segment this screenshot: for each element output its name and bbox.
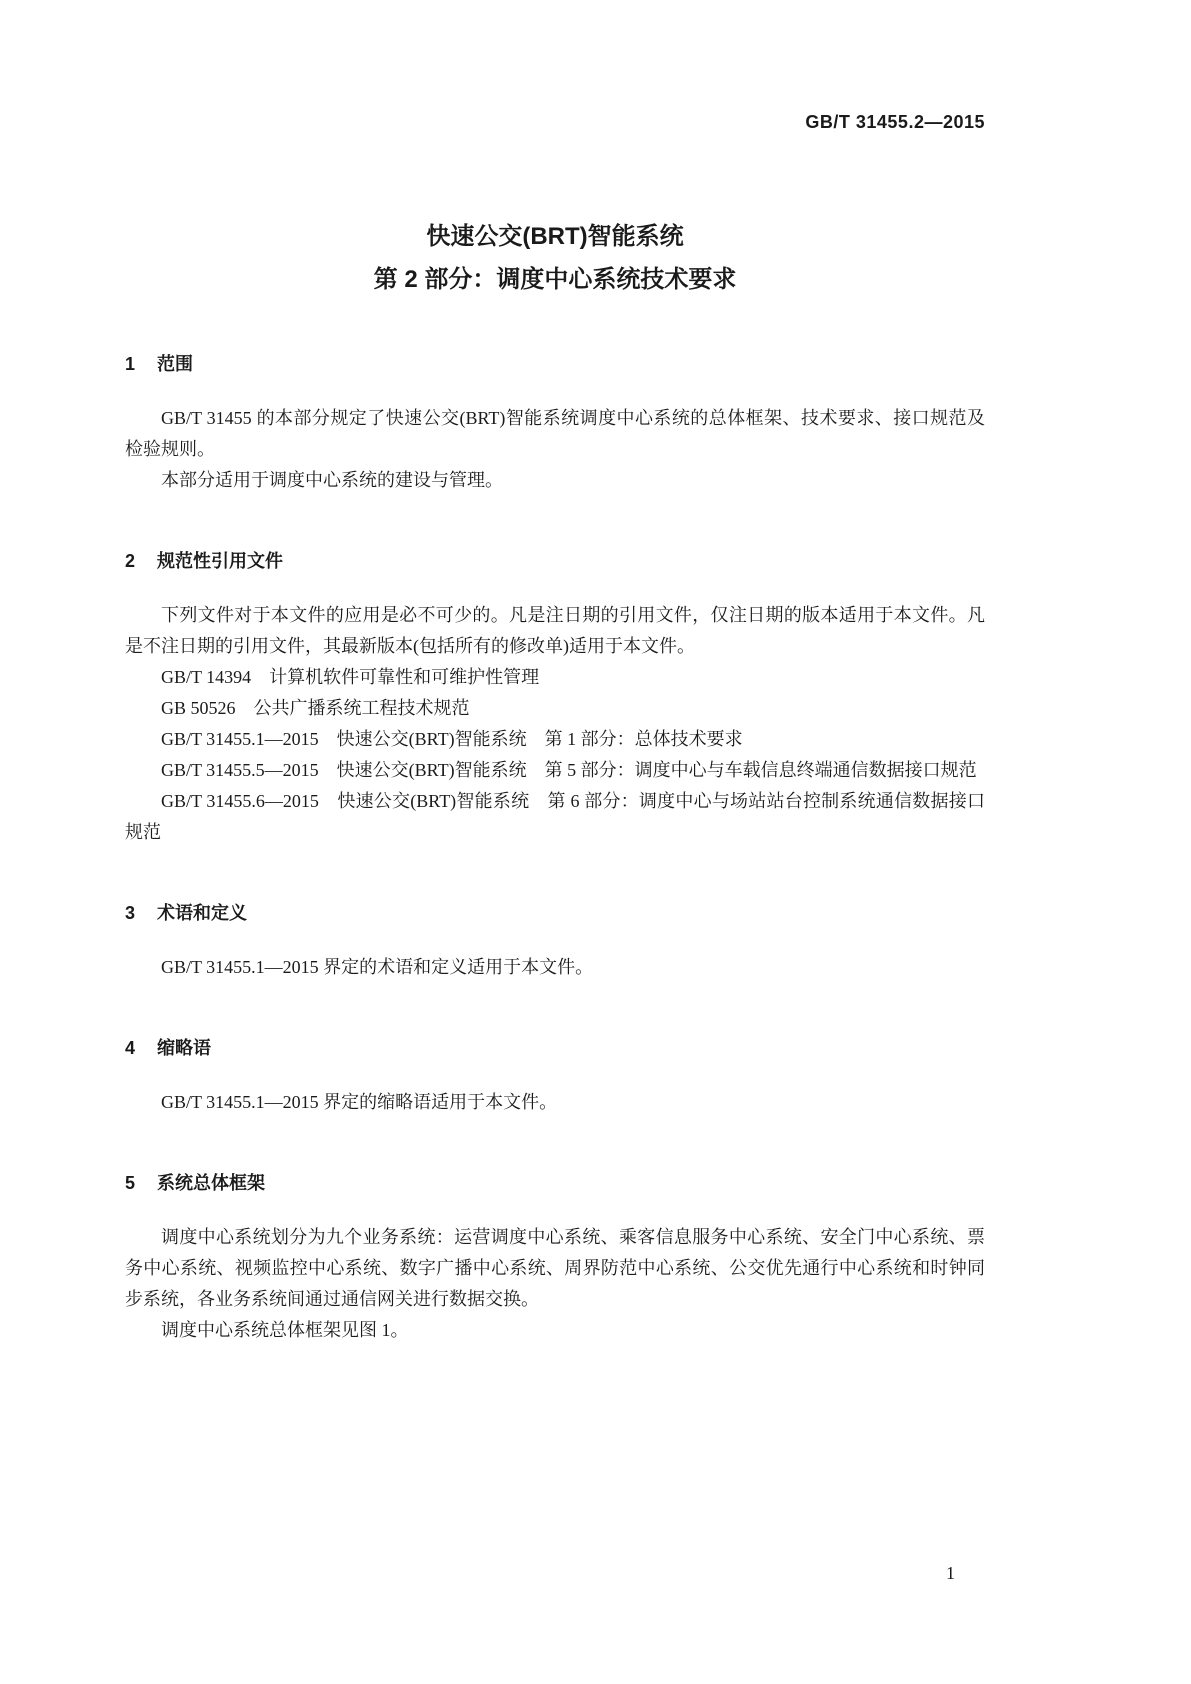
section-number: 5 [125,1173,136,1193]
section-title: 缩略语 [157,1038,212,1058]
paragraph: GB/T 31455.1—2015 界定的缩略语适用于本文件。 [161,1092,558,1112]
section-system-framework [125,1172,985,1346]
section-number: 2 [125,551,136,571]
section-number: 4 [125,1038,136,1058]
document-title-line2: 第 2 部分：调度中心系统技术要求 [373,266,737,293]
section-heading-terms-definitions [125,902,985,924]
section-normative-references [125,550,985,848]
reference-item: GB/T 14394 计算机软件可靠性和可维护性管理 [161,667,540,687]
paragraph: GB/T 31455 的本部分规定了快速公交(BRT)智能系统调度中心系统的总体框架、技术要求、接口规范及检验规则。 [125,408,985,459]
document-title-line1: 快速公交(BRT)智能系统 [426,223,684,250]
paragraph: 本部分适用于调度中心系统的建设与管理。 [161,470,503,490]
page-number: 1 [946,1563,955,1583]
paragraph: 调度中心系统总体框架见图 1。 [161,1320,409,1340]
section-heading-normative-references [125,550,985,572]
reference-item: GB 50526 公共广播系统工程技术规范 [161,698,470,718]
reference-item: GB/T 31455.1—2015 快速公交(BRT)智能系统 第 1 部分：总体技术要求 [161,729,743,749]
section-title: 术语和定义 [157,903,248,923]
paragraph: 调度中心系统划分为九个业务系统：运营调度中心系统、乘客信息服务中心系统、安全门中心系统、票务中心系统、视频监控中心系统、数字广播中心系统、周界防范中心系统、公交优先通行中心系统和时钟同步系统，各业务系统间通过通信网关进行数据交换。 [125,1227,985,1309]
section-title: 规范性引用文件 [157,551,284,571]
section-title: 系统总体框架 [157,1173,266,1193]
section-terms-definitions [125,902,985,983]
section-abbreviations [125,1037,985,1118]
paragraph: GB/T 31455.1—2015 界定的术语和定义适用于本文件。 [161,957,594,977]
section-title: 范围 [157,354,194,374]
reference-item: GB/T 31455.5—2015 快速公交(BRT)智能系统 第 5 部分：调度中心与车载信息终端通信数据接口规范 [161,760,977,780]
section-heading-system-framework [125,1172,985,1194]
section-heading-abbreviations [125,1037,985,1059]
reference-item: GB/T 31455.6—2015 快速公交(BRT)智能系统 第 6 部分：调度中心与场站站台控制系统通信数据接口规范 [125,791,985,842]
section-number: 3 [125,903,136,923]
section-number: 1 [125,354,136,374]
standard-code-header: GB/T 31455.2—2015 [805,112,985,132]
section-scope [125,353,985,496]
paragraph: 下列文件对于本文件的应用是必不可少的。凡是注日期的引用文件，仅注日期的版本适用于本文件。凡是不注日期的引用文件，其最新版本(包括所有的修改单)适用于本文件。 [125,605,985,656]
document-title [125,215,985,301]
section-heading-scope [125,353,985,375]
